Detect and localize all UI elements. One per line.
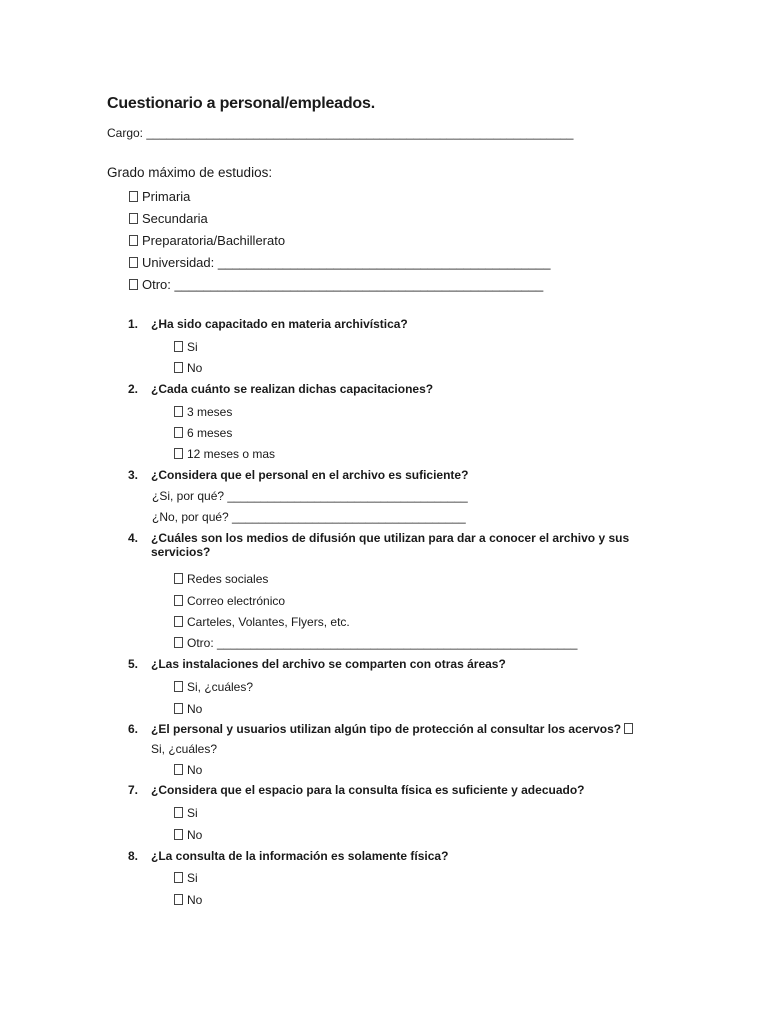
grado-option-primaria: Primaria [129,189,190,204]
question-2: 2. ¿Cada cuánto se realizan dichas capacitaciones? [128,382,434,396]
checkbox-icon[interactable] [174,703,183,714]
checkbox-icon[interactable] [174,894,183,905]
question-4-option-carteles: Carteles, Volantes, Flyers, etc. [174,615,350,629]
question-2-option-3-meses: 3 meses [174,405,232,419]
grado-option-universidad: Universidad: ______________________________________________ [129,255,550,270]
checkbox-icon[interactable] [624,723,633,734]
question-7-option-si: Si [174,806,198,820]
grado-option-secundaria: Secundaria [129,211,208,226]
grado-option-otro: Otro: ___________________________________________________ [129,277,543,292]
checkbox-icon[interactable] [174,807,183,818]
checkbox-icon[interactable] [174,829,183,840]
question-7: 7. ¿Considera que el espacio para la consulta física es suficiente y adecuado? [128,783,585,797]
question-6-option-no: No [174,763,202,777]
checkbox-icon[interactable] [129,235,138,246]
question-8: 8. ¿La consulta de la información es solamente física? [128,849,449,863]
cargo-field: Cargo: ________________________________________________________________ [107,126,574,140]
question-1-option-si: Si [174,340,198,354]
checkbox-icon[interactable] [174,406,183,417]
question-8-option-no: No [174,893,202,907]
checkbox-icon[interactable] [174,616,183,627]
grado-option-preparatoria: Preparatoria/Bachillerato [129,233,285,248]
checkbox-icon[interactable] [129,257,138,268]
checkbox-icon[interactable] [174,681,183,692]
question-3: 3. ¿Considera que el personal en el archivo es suficiente? [128,468,469,482]
question-3-line-si: ¿Si, por qué? ____________________________________ [152,489,468,503]
checkbox-icon[interactable] [174,637,183,648]
question-6-option-si: Si, ¿cuáles? [151,742,218,756]
checkbox-icon[interactable] [174,448,183,459]
question-5-option-no: No [174,702,202,716]
grado-label: Grado máximo de estudios: [107,165,273,180]
question-4-option-correo: Correo electrónico [174,594,285,608]
question-4-option-redes: Redes sociales [174,572,268,586]
checkbox-icon[interactable] [174,362,183,373]
checkbox-icon[interactable] [174,341,183,352]
question-2-option-12-meses: 12 meses o mas [174,447,275,461]
page-title: Cuestionario a personal/empleados. [107,95,375,112]
question-6: 6. ¿El personal y usuarios utilizan algún tipo de protección al consultar los acervos? [128,722,637,736]
question-4-option-otro: Otro: ______________________________________________________ [174,636,577,650]
question-1-option-no: No [174,361,202,375]
question-5: 5. ¿Las instalaciones del archivo se comparten con otras áreas? [128,657,506,671]
question-5-option-si: Si, ¿cuáles? [174,680,253,694]
checkbox-icon[interactable] [174,573,183,584]
question-4: 4. ¿Cuáles son los medios de difusión que utilizan para dar a conocer el archivo y sus servicios? [128,531,630,559]
question-7-option-no: No [174,828,202,842]
checkbox-icon[interactable] [174,764,183,775]
question-2-option-6-meses: 6 meses [174,426,232,440]
checkbox-icon[interactable] [129,191,138,202]
checkbox-icon[interactable] [174,595,183,606]
question-8-option-si: Si [174,871,198,885]
checkbox-icon[interactable] [174,427,183,438]
question-3-line-no: ¿No, por qué? ___________________________________ [152,510,466,524]
checkbox-icon[interactable] [129,213,138,224]
checkbox-icon[interactable] [174,872,183,883]
checkbox-icon[interactable] [129,279,138,290]
question-1: 1. ¿Ha sido capacitado en materia archivística? [128,317,408,331]
